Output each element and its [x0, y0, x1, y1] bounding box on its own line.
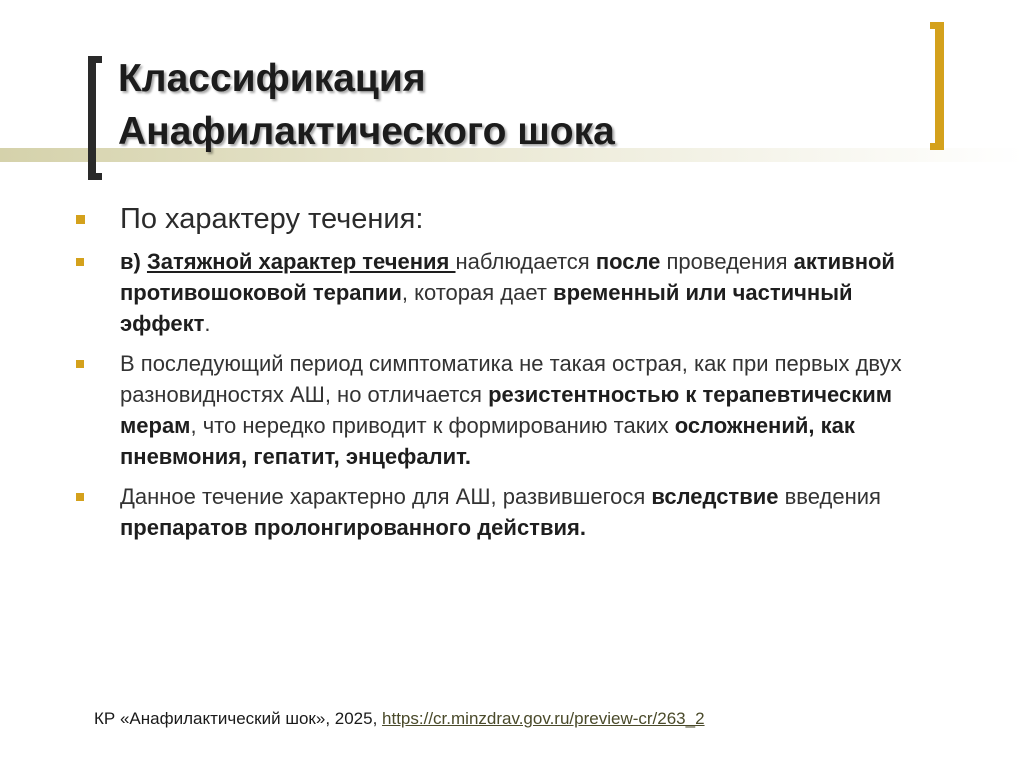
title-line-1: Классификация [118, 57, 426, 100]
item1-text-a: наблюдается [455, 249, 596, 274]
square-bullet-icon [76, 215, 85, 224]
item2-bold-a: резистентностью к терапевтическим мерам [120, 382, 893, 438]
left-bracket-decoration [88, 56, 102, 180]
item1-prefix: в) [120, 249, 147, 274]
bullet-item-1 [76, 246, 926, 339]
item1-bold-c: временный или частичный эффект [120, 280, 853, 336]
item1-text-d: . [204, 311, 211, 336]
slide-footer [94, 709, 705, 729]
item2-bold-b: осложнений, как пневмония, гепатит, энцефалит. [120, 413, 855, 469]
slide-title [118, 52, 615, 158]
item1-text-c: , которая дает [401, 280, 554, 305]
square-bullet-icon [76, 258, 84, 266]
footer-citation: КР «Анафилактический шок», 2025, [94, 709, 383, 728]
square-bullet-icon [76, 493, 84, 501]
item1-bold-b: активной противошоковой терапии [120, 249, 895, 305]
item1-bold-a: после [595, 249, 661, 274]
footer-link[interactable]: https://cr.minzdrav.gov.ru/preview-cr/263_2 [382, 709, 705, 728]
item1-term: Затяжной характер течения [146, 249, 456, 274]
bullet-item-2 [76, 348, 926, 472]
heading-text: По характеру течения: [120, 203, 424, 235]
item2-text-b: , что нередко приводит к формированию таких [190, 413, 675, 438]
item3-text-a: Данное течение характерно для АШ, развившегося [120, 484, 652, 509]
item3-bold-a: вследствие [651, 484, 779, 509]
item3-text-b: введения [778, 484, 881, 509]
item1-text-b: проведения [660, 249, 794, 274]
item3-bold-b: препаратов пролонгированного действия. [120, 515, 586, 540]
bullet-heading [76, 198, 926, 240]
item2-text-a: В последующий период симптоматика не такая острая, как при первых двух разновидностях АШ, но отличается [120, 351, 902, 407]
square-bullet-icon [76, 360, 84, 368]
bullet-item-3 [76, 481, 926, 543]
slide-content [76, 198, 926, 552]
right-bracket-decoration [930, 22, 944, 150]
title-line-2: Анафилактического шока [118, 110, 615, 153]
